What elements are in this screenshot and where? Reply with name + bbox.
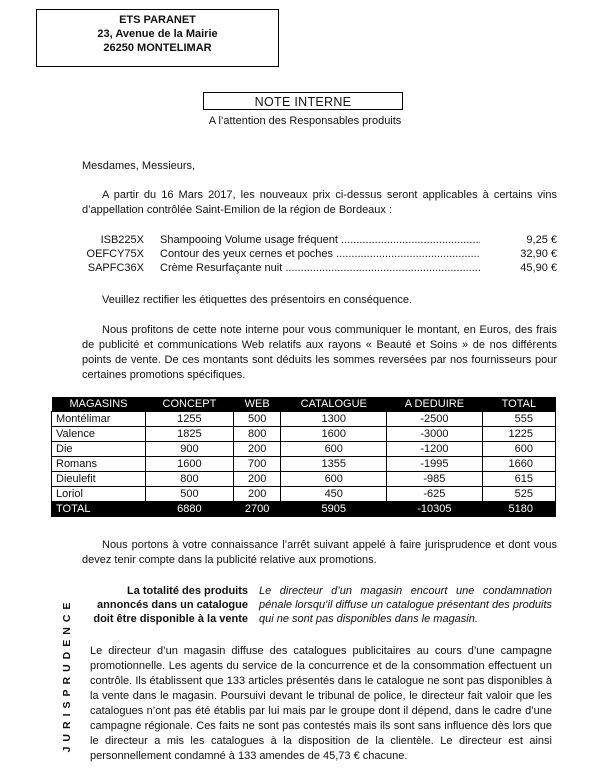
table-cell: 450 (281, 487, 387, 502)
product-label: Shampooing Volume usage fréquent ..... (160, 233, 480, 247)
intro-paragraph: A partir du 16 Mars 2017, les nouveaux prix ci-dessus seront applicables à certains vins d’appellation contrôlée Saint-Emilion de la région de Bordeaux : (82, 189, 557, 216)
table-cell: Dieulefit (52, 472, 146, 487)
product-label: Crème Resurfaçante nuit ..... (160, 261, 480, 275)
table-cell: 5180 (482, 502, 555, 517)
table-row (52, 442, 556, 457)
rectify-paragraph: Veuillez rectifier les étiquettes des présentoirs en conséquence. (102, 294, 413, 306)
table-cell: -1995 (387, 457, 483, 472)
table-cell: 555 (482, 412, 555, 427)
product-code: OEFCY75X (86, 248, 144, 260)
table-header: MAGASINS (52, 397, 146, 412)
sender-name: ETS PARANET (119, 14, 196, 26)
table-cell: -10305 (387, 502, 483, 517)
table-cell: 1225 (482, 427, 555, 442)
table-cell: -985 (387, 472, 483, 487)
table-cell: Die (52, 442, 146, 457)
table-cell: 615 (482, 472, 555, 487)
product-row (82, 247, 557, 261)
jurisprudence-side-label (60, 597, 74, 753)
table-cell: 1825 (145, 427, 233, 442)
product-price: 9,25 € (487, 233, 557, 247)
table-cell: 800 (145, 472, 233, 487)
table-cell: 1660 (482, 457, 555, 472)
product-row (82, 261, 557, 275)
table-cell: -625 (387, 487, 483, 502)
table-cell: 1300 (281, 412, 387, 427)
table-row (52, 412, 556, 427)
note-attention: A l’attention des Responsables produits (208, 115, 402, 127)
table-cell: Valence (52, 427, 146, 442)
table-cell: -2500 (387, 412, 483, 427)
table-cell: 6880 (145, 502, 233, 517)
sender-street: 23, Avenue de la Mairie (97, 28, 218, 40)
product-price: 45,90 € (487, 261, 557, 275)
jurisprudence-body: Le directeur d’un magasin diffuse des catalogues publicitaires au cours d’une campagne promotionnelle. Les agents du service de la concurrence et de la consommation effectuent un contrôle. Ils établissent que 133 articles présentés dans le catalogue ne sont pas disponibles à la vente dans le magasin. Poursuivi devant le tribunal de police, le directeur fait valoir que les catalogues n’ont pas été établis par lui mais par le groupe dont il dépend, dans le cadre d’une campagne régionale. Ces faits ne sont pas contestés mais ils sont sans influence dès lors que le directeur a mis les catalogues à la disposition de la clientèle. Le directeur est ainsi personnellement condamné à 133 amendes de 45,73 € chacune. (90, 645, 552, 762)
product-row (82, 233, 557, 247)
table-cell: 1600 (145, 457, 233, 472)
table-header-row (52, 397, 556, 412)
table-cell: 500 (145, 487, 233, 502)
table-cell: Montélimar (52, 412, 146, 427)
product-price: 32,90 € (487, 247, 557, 261)
table-cell: -1200 (387, 442, 483, 457)
jurisprudence-side-text: JURISPRUDENCE (61, 597, 73, 753)
table-cell: Romans (52, 457, 146, 472)
table-cell: 200 (233, 472, 281, 487)
table-total-row (52, 502, 556, 517)
jurisprudence-intro-paragraph: Nous portons à votre connaissance l’arrêt suivant appelé à faire jurisprudence et dont vous devez tenir compte dans la publicité relative aux promotions. (82, 539, 557, 566)
table-cell: 200 (233, 487, 281, 502)
table-cell: 600 (482, 442, 555, 457)
table-row (52, 427, 556, 442)
salutation: Mesdames, Messieurs, (82, 160, 196, 172)
product-code: SAPFC36X (87, 262, 144, 274)
table-cell: TOTAL (52, 502, 146, 517)
product-label: Contour des yeux cernes et poches ..... (160, 247, 480, 261)
table-header: WEB (233, 397, 281, 412)
table-cell: 500 (233, 412, 281, 427)
jurisprudence-title: La totalité des produits annoncés dans un catalogue doit être disponible à la vente (93, 585, 248, 625)
jurisprudence-quote: Le directeur d’un magasin encourt une condamnation pénale lorsqu’il diffuse un catalogue présentant des produits qui ne sont pas disponibles dans le magasin. (259, 585, 552, 625)
note-title: NOTE INTERNE (203, 92, 403, 110)
sender-city: 26250 MONTELIMAR (103, 42, 212, 54)
table-cell: Loriol (52, 487, 146, 502)
table-cell: 600 (281, 472, 387, 487)
table-cell: 800 (233, 427, 281, 442)
table-cell: 700 (233, 457, 281, 472)
sender-address-box (36, 9, 279, 67)
amounts-paragraph: Nous profitons de cette note interne pour vous communiquer le montant, en Euros, des frais de publicité et communications Web relatifs aux rayons « Beauté et Soins » de nos différents points de vente. De ces montants sont déduits les sommes reversées par nos fournisseurs pour certaines promotions spécifiques. (82, 324, 557, 381)
table-cell: -3000 (387, 427, 483, 442)
table-row (52, 487, 556, 502)
table-row (52, 457, 556, 472)
table-cell: 2700 (233, 502, 281, 517)
table-row (52, 472, 556, 487)
table-cell: 200 (233, 442, 281, 457)
table-cell: 600 (281, 442, 387, 457)
table-header: A DEDUIRE (387, 397, 483, 412)
amounts-table (51, 397, 556, 517)
table-cell: 1355 (281, 457, 387, 472)
table-cell: 5905 (281, 502, 387, 517)
table-cell: 1600 (281, 427, 387, 442)
table-header: TOTAL (482, 397, 555, 412)
table-header: CONCEPT (145, 397, 233, 412)
table-cell: 525 (482, 487, 555, 502)
product-code: ISB225X (100, 234, 144, 246)
table-cell: 900 (145, 442, 233, 457)
table-header: CATALOGUE (281, 397, 387, 412)
table-cell: 1255 (145, 412, 233, 427)
